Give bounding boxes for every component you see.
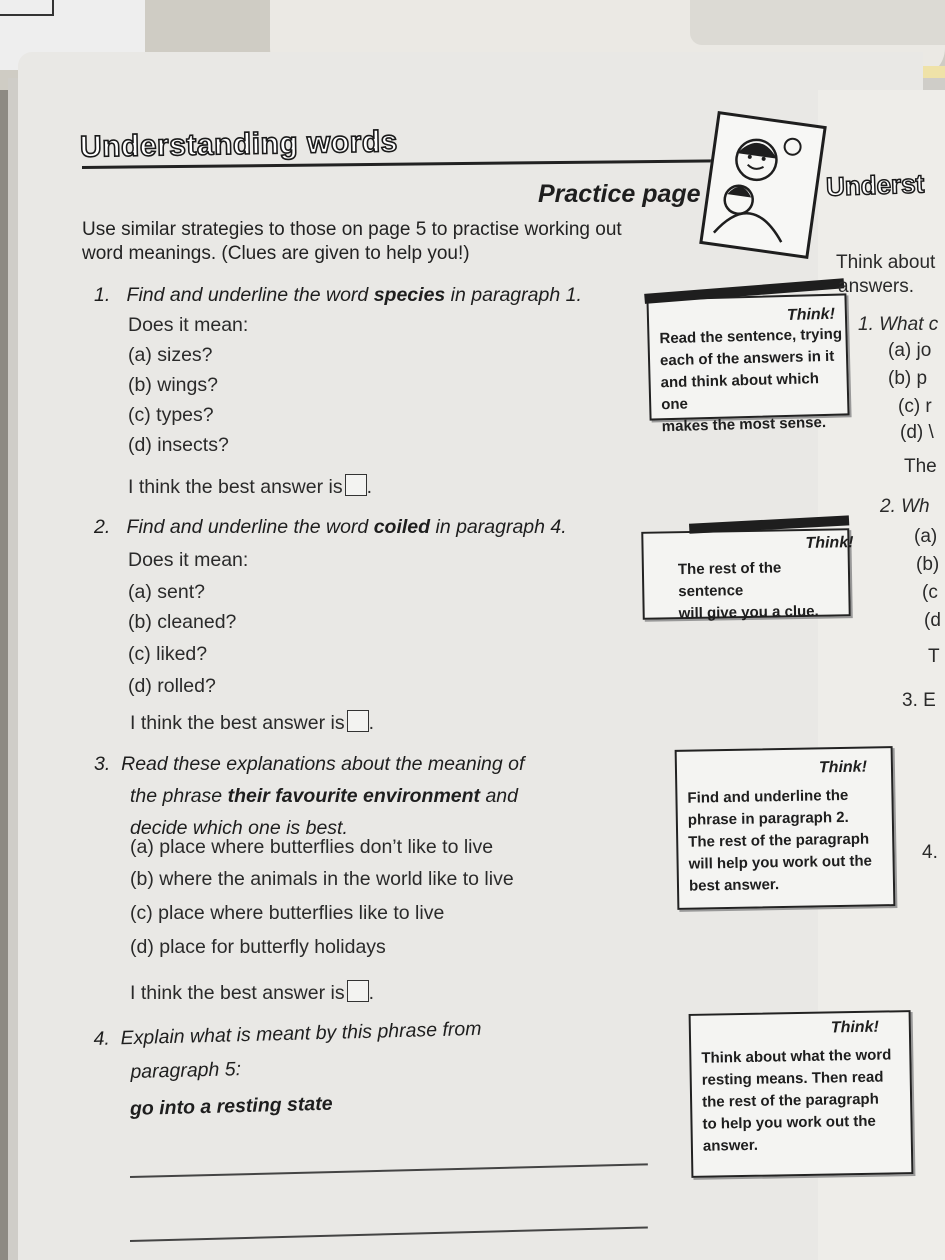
question-3-line-2b: and xyxy=(480,785,518,807)
think-box-1-line-1: Read the sentence, trying xyxy=(659,325,843,348)
q3-answer-line: I think the best answer is . xyxy=(130,982,375,1004)
think-box-3-line-4: will help you work out the xyxy=(688,852,873,873)
question-1-text-b: in paragraph 1. xyxy=(445,284,582,306)
page-subtitle: Practice page xyxy=(538,180,701,208)
think-box-4-line-4: to help you work out the xyxy=(702,1112,876,1133)
facing-q2-a: (a) xyxy=(914,526,938,547)
intro-line-2: word meanings. (Clues are given to help you!) xyxy=(82,243,470,264)
q1-option-a: (a) sizes? xyxy=(128,344,213,366)
facing-intro-1: Think about xyxy=(836,252,936,273)
question-3 xyxy=(94,748,524,844)
think-box-4-line-5: answer. xyxy=(702,1136,759,1155)
q3-option-c: (c) place where butterflies like to live xyxy=(130,902,445,924)
facing-the: The xyxy=(904,456,937,477)
think-box-3-text xyxy=(687,784,872,897)
think-box-4 xyxy=(689,1010,914,1178)
think-box-2-heading: Think! xyxy=(805,534,854,552)
q2-option-d: (d) rolled? xyxy=(128,675,216,697)
q2-option-c: (c) liked? xyxy=(128,643,208,665)
intro-text xyxy=(82,218,622,266)
facing-intro-2: answers. xyxy=(838,276,915,297)
q2-option-a: (a) sent? xyxy=(128,581,205,603)
question-2-text-a: Find and underline the word xyxy=(126,516,374,538)
question-3-line-1: Read these explanations about the meaning of xyxy=(121,753,525,775)
think-box-2-line-2: will give you a clue. xyxy=(678,602,819,623)
q1-option-b: (b) wings? xyxy=(128,374,218,396)
q2-answer-line: I think the best answer is . xyxy=(130,712,375,734)
question-3-line-2a: the phrase xyxy=(130,785,228,807)
question-2-keyword: coiled xyxy=(373,516,431,538)
intro-line-1: Use similar strategies to those on page 5 to practise working out xyxy=(82,219,622,240)
question-3-keyphrase: their favourite environment xyxy=(227,785,481,807)
think-box-3-line-3: The rest of the paragraph xyxy=(688,830,870,851)
q3-option-b: (b) where the animals in the world like to live xyxy=(130,868,514,890)
question-3-line-3: decide which one is best. xyxy=(130,817,348,839)
think-box-4-text xyxy=(701,1044,893,1157)
facing-page-title: Underst xyxy=(825,168,925,202)
laptop-trackpad xyxy=(690,0,945,45)
question-4-number: 4. xyxy=(93,1027,111,1051)
paper-box-mark xyxy=(0,0,54,16)
question-1-lead: Does it mean: xyxy=(128,314,249,336)
question-2-lead: Does it mean: xyxy=(128,549,249,571)
facing-q1-c: (c) r xyxy=(898,396,932,417)
page-title: Understanding words xyxy=(79,125,399,164)
think-box-1-heading: Think! xyxy=(786,305,836,324)
think-box-1-text xyxy=(659,323,848,438)
q2-option-b: (b) cleaned? xyxy=(128,611,237,633)
question-1-number: 1. xyxy=(94,284,111,306)
q1-answer-line: I think the best answer is . xyxy=(128,476,373,498)
facing-q1-d: (d) \ xyxy=(900,422,934,443)
think-box-4-line-1: Think about what the word xyxy=(701,1046,892,1067)
think-box-4-heading: Think! xyxy=(830,1018,879,1037)
question-4-line-1: Explain what is meant by this phrase from xyxy=(120,1017,482,1050)
facing-q2-d: (d xyxy=(924,610,941,631)
facing-q2-b: (b) xyxy=(916,554,940,575)
facing-q1-a: (a) jo xyxy=(888,340,932,361)
q2-answer-label: I think the best answer is xyxy=(130,712,345,734)
facing-q2: 2. Wh xyxy=(880,496,930,517)
question-1 xyxy=(94,284,582,307)
question-1-text-a: Find and underline the word xyxy=(126,284,374,306)
facing-q1-b: (b) p xyxy=(888,368,928,389)
think-box-3 xyxy=(675,746,896,910)
think-box-4-line-2: resting means. Then read xyxy=(701,1068,884,1089)
question-4-line-2: paragraph 5: xyxy=(130,1058,242,1084)
think-box-2-text xyxy=(678,556,849,625)
q3-answer-box[interactable] xyxy=(347,980,369,1002)
question-1-keyword: species xyxy=(373,284,446,306)
think-box-1-line-4: makes the most sense. xyxy=(661,413,827,436)
q1-answer-label: I think the best answer is xyxy=(128,476,343,498)
question-2-number: 2. xyxy=(94,516,111,538)
question-2-text-b: in paragraph 4. xyxy=(430,516,567,538)
facing-q4: 4. xyxy=(922,842,938,863)
think-box-1 xyxy=(646,293,849,436)
think-box-2 xyxy=(641,528,854,623)
q3-option-a: (a) place where butterflies don’t like to live xyxy=(130,836,494,858)
facing-q1: 1. What c xyxy=(858,314,939,335)
think-box-3-heading: Think! xyxy=(818,758,868,777)
q3-option-d: (d) place for butterfly holidays xyxy=(130,936,386,958)
q1-option-d: (d) insects? xyxy=(128,434,229,456)
think-box-3-line-5: best answer. xyxy=(688,876,780,895)
question-4-phrase: go into a resting state xyxy=(129,1092,333,1120)
question-4 xyxy=(93,1012,483,1090)
think-box-4-line-3: the rest of the paragraph xyxy=(701,1090,879,1111)
mascot-illustration-icon xyxy=(699,111,827,259)
q3-answer-label: I think the best answer is xyxy=(130,982,345,1004)
think-box-1-line-2: each of the answers in it xyxy=(659,347,835,370)
question-2 xyxy=(94,516,567,539)
question-3-number: 3. xyxy=(94,753,111,775)
think-box-1-line-3: and think about which one xyxy=(660,370,820,414)
facing-q2-c: (c xyxy=(922,582,938,603)
facing-q3: 3. E xyxy=(902,690,936,711)
think-box-3-line-2: phrase in paragraph 2. xyxy=(687,808,849,829)
q2-answer-box[interactable] xyxy=(347,710,369,732)
think-box-2-line-1: The rest of the sentence xyxy=(677,559,782,601)
think-box-3-line-1: Find and underline the xyxy=(687,786,849,807)
facing-t: T xyxy=(928,646,940,667)
q1-option-c: (c) types? xyxy=(128,404,214,426)
q1-answer-box[interactable] xyxy=(345,474,367,496)
